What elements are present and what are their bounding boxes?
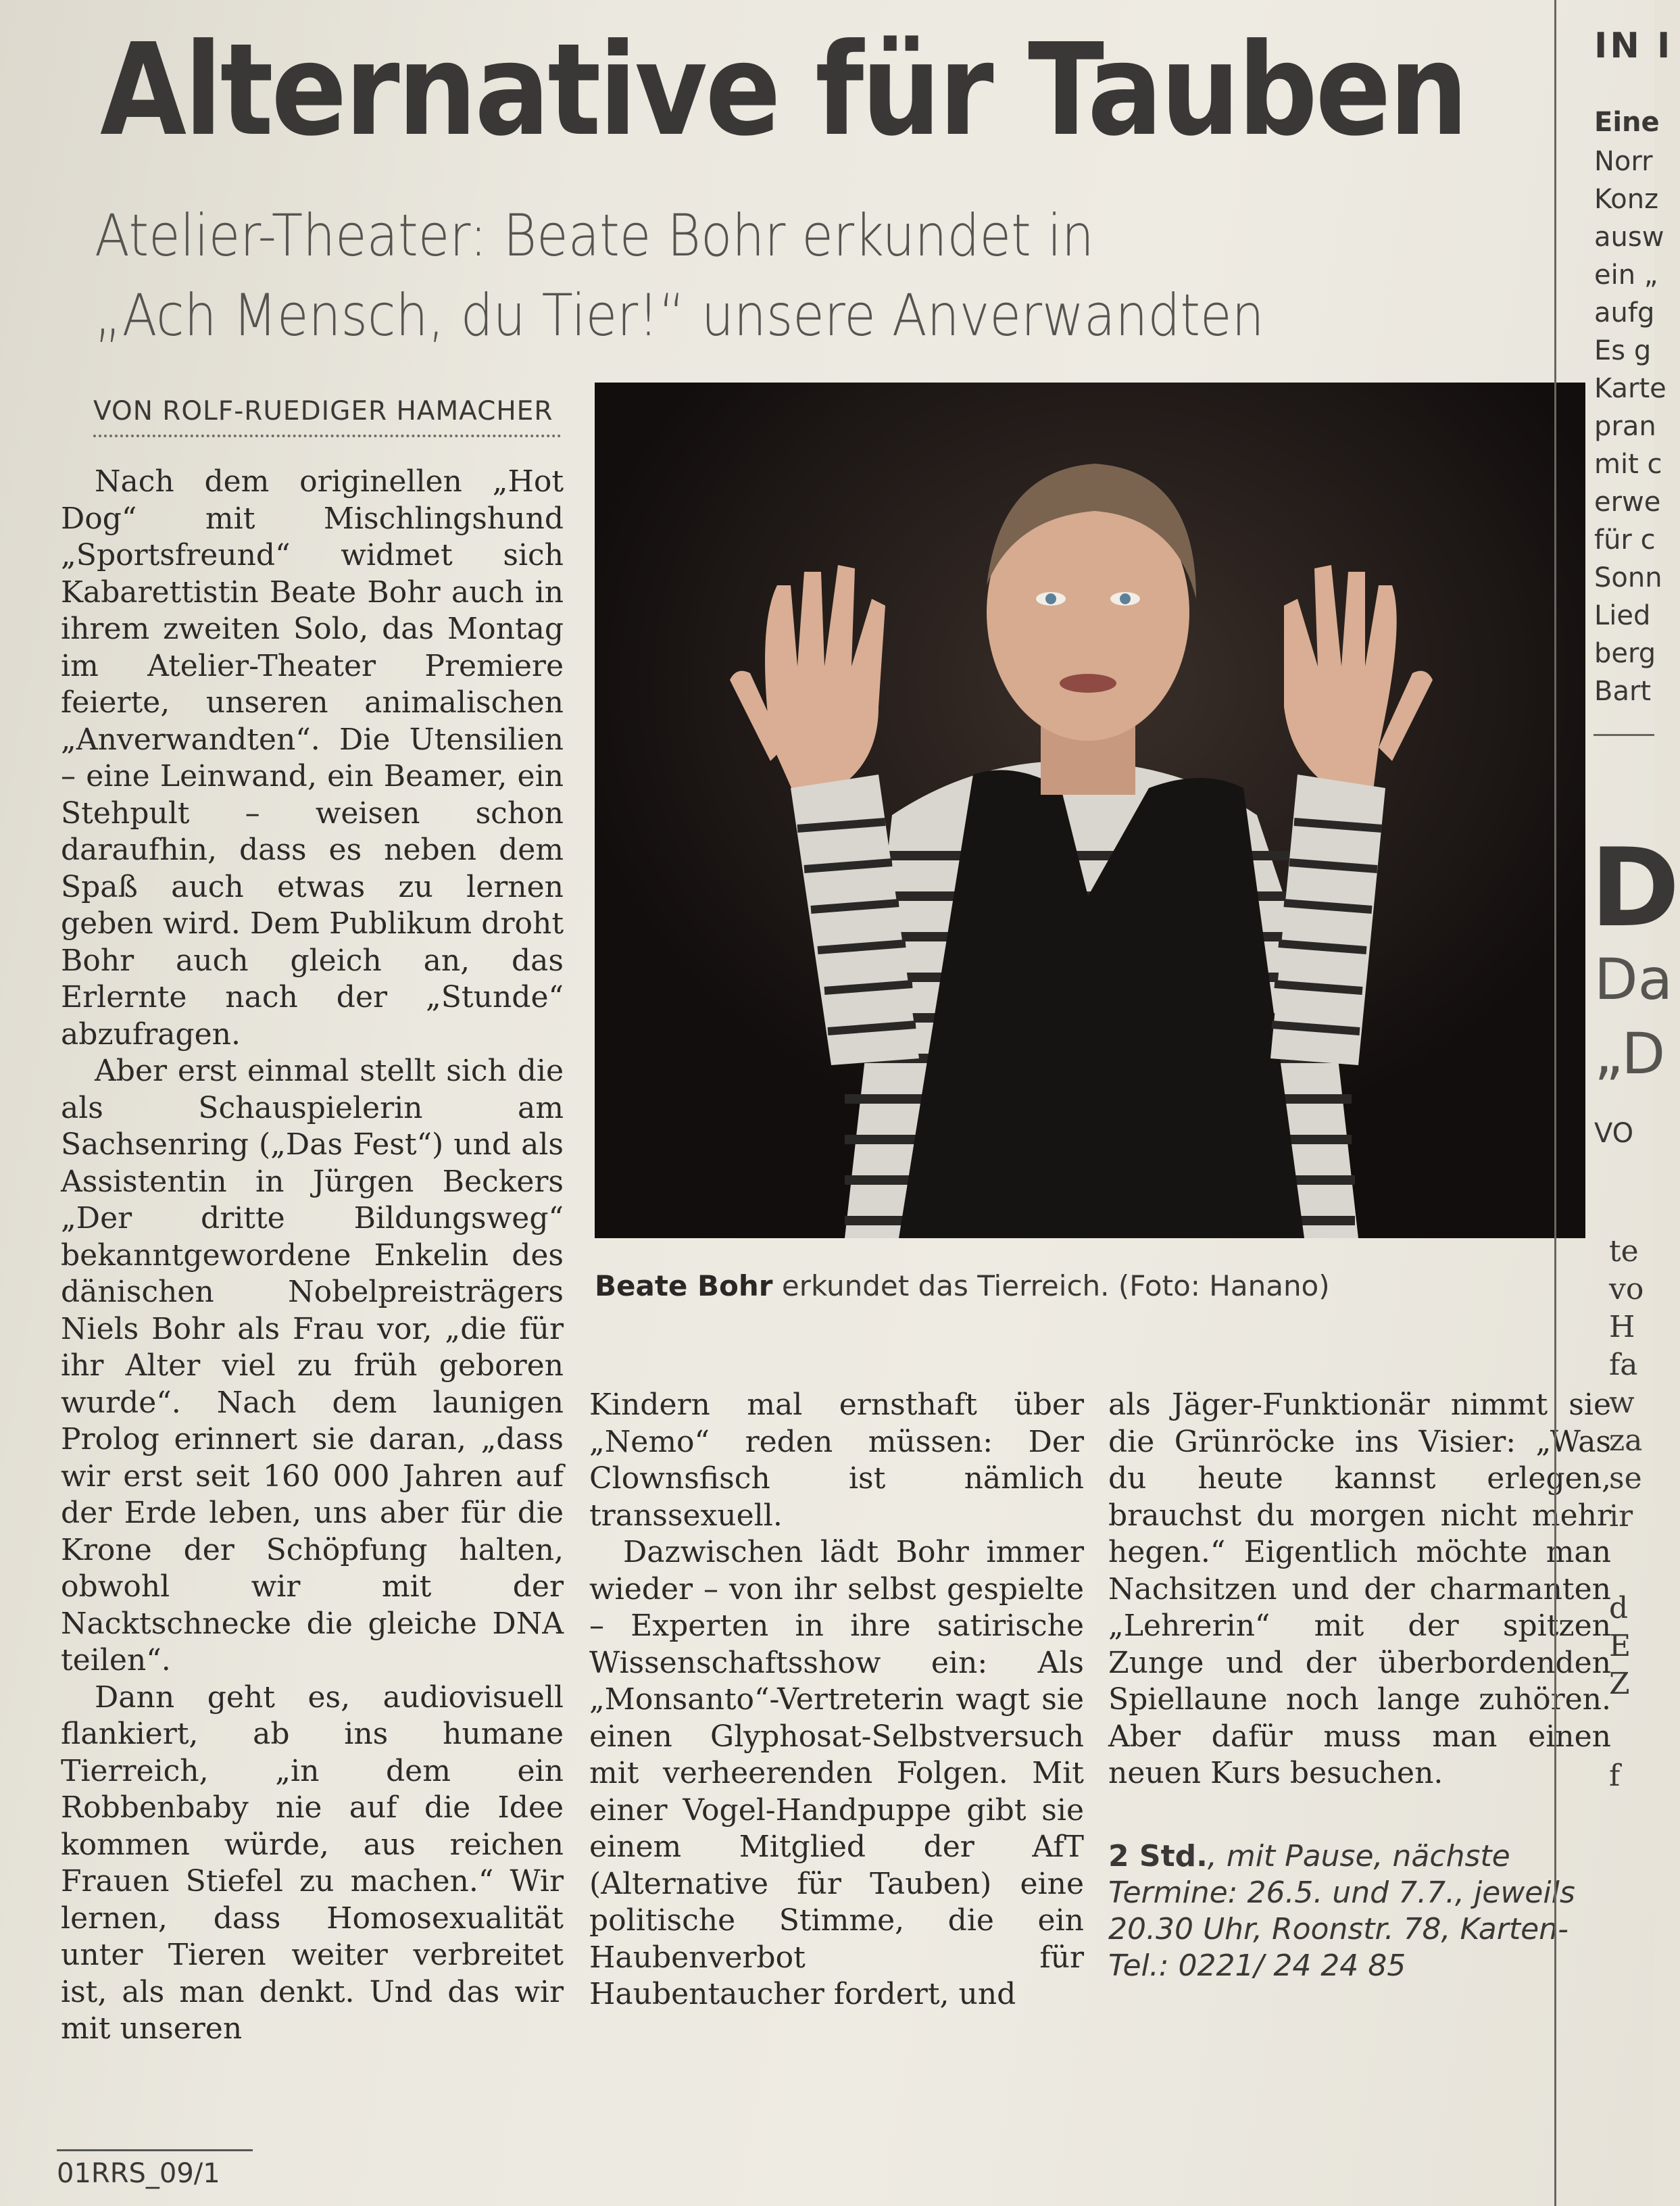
subheadline: [95, 196, 1264, 356]
caption-text: erkundet das Tierreich. (Foto: Hanano): [772, 1269, 1330, 1302]
subheadline-line-1: Atelier-Theater: Beate Bohr erkundet in: [95, 202, 1094, 270]
adjacent-byline: VO: [1594, 1118, 1634, 1149]
adjacent-line: H: [1609, 1310, 1635, 1344]
photo-caption: [595, 1269, 1330, 1302]
adjacent-line: pran: [1594, 411, 1656, 442]
adjacent-line: Bart: [1594, 676, 1652, 707]
adjacent-line: Sonn: [1594, 562, 1662, 593]
adjacent-line: ir: [1609, 1499, 1633, 1534]
adjacent-line: d: [1609, 1591, 1629, 1625]
adjacent-line: mit c: [1594, 449, 1662, 480]
caption-name: Beate Bohr: [595, 1269, 773, 1302]
section-divider: [1593, 734, 1654, 736]
article-column-1: [61, 464, 564, 2048]
adjacent-line: f: [1609, 1759, 1621, 1793]
adjacent-line: za: [1609, 1423, 1643, 1458]
adjacent-line: Karte: [1594, 373, 1666, 404]
paragraph: Dazwischen lädt Bohr immer wieder – von ihr selbst gespielte – Experten in ihre satirische Wissenschaftsshow ein: Als „Monsanto“-Vertreterin wagt sie einen Glyphosat-Selbstversuch mit verheerenden Folgen. Mit einer Vogel-Handpuppe gibt sie einem Mitglied der AfT (Alternative für Tauben) eine politische Stimme, die ein Haubenverbot für Haubentaucher fordert, und: [589, 1535, 1084, 2011]
byline: VON ROLF-RUEDIGER HAMACHER: [93, 396, 561, 437]
adjacent-line: für c: [1594, 524, 1656, 556]
adjacent-line: w: [1609, 1386, 1635, 1420]
adjacent-line: te: [1609, 1234, 1639, 1269]
paragraph: Dann geht es, audiovisuell flankiert, ab ins humane Tierreich, „in dem ein Robbenbaby nie auf die Idee kommen würde, aus reichen Frauen Stiefel zu machen.“ Wir lernen, dass Homosexualität unter Tieren weiter verbreitet ist, als man denkt. Und das wir mit unseren: [61, 1680, 564, 2046]
paragraph: Aber erst einmal stellt sich die als Schauspielerin am Sachsenring („Das Fest“) und als Assistentin in Jürgen Beckers „Der dritte Bildungsweg“ bekanntgewordene Enkelin des dänischen Nobelpreisträgers Niels Bohr als Frau vor, „die für ihr Alter viel zu früh geboren wurde“. Nach dem launigen Prolog erinnert sie daran, „dass wir erst seit 160 000 Jahren auf der Erde leben, uns aber für die Krone der Schöpfung halten, obwohl wir mit der Nacktschnecke die gleiche DNA teilen“.: [61, 1054, 564, 1677]
paragraph: als Jäger-Funktionär nimmt sie die Grünröcke ins Visier: „Was du heute kannst erlegen, brauchst du morgen nicht mehr hegen.“ Eigentlich möchte man Nachsitzen und der charmanten „Lehrerin“ mit der spitzen Zunge und der überbordenden Spiellaune noch lange zuhören. Aber dafür muss man einen neuen Kurs besuchen.: [1108, 1388, 1611, 1790]
subheadline-line-2: „Ach Mensch, du Tier!“ unsere Anverwandten: [95, 282, 1264, 349]
adjacent-line: erwe: [1594, 487, 1661, 518]
adjacent-headline-letter: D: [1590, 825, 1680, 951]
article-column-2: [589, 1387, 1084, 2013]
event-details: , mit Pause, nächste Termine: 26.5. und 7.7., jeweils 20.30 Uhr, Roonstr. 78, Karten-Tel.: 0221/ 24 24 85: [1108, 1838, 1575, 1983]
paragraph: Nach dem originellen „Hot Dog“ mit Mischlingshund „Sportsfreund“ widmet sich Kabarettistin Beate Bohr auch in ihrem zweiten Solo, das Montag im Atelier-Theater Premiere feierte, unseren animalischen „Anverwandten“. Die Utensilien – eine Leinwand, ein Beamer, ein Stehpult – weisen schon daraufhin, dass es neben dem Spaß auch etwas zu lernen geben wird. Dem Publikum droht Bohr auch gleich an, das Erlernte nach der „Stunde“ abzufragen.: [61, 464, 564, 1052]
headline: Alternative für Tauben: [100, 16, 1466, 164]
page-code: 01RRS_09/1: [57, 2149, 253, 2189]
adjacent-line: Konz: [1594, 184, 1659, 215]
adjacent-line: E: [1609, 1629, 1631, 1663]
adjacent-line: berg: [1594, 638, 1656, 669]
adjacent-line: Z: [1609, 1667, 1630, 1701]
adjacent-line: vo: [1609, 1272, 1644, 1306]
performer-photo-illustration: [595, 383, 1585, 1238]
article-column-3: [1108, 1387, 1611, 1984]
adjacent-subhead: „D: [1594, 1021, 1666, 1087]
section-label: IN I: [1594, 26, 1673, 66]
adjacent-line: Es g: [1594, 335, 1652, 366]
adjacent-line: Lied: [1594, 600, 1651, 631]
article-photo: [595, 383, 1585, 1238]
adjacent-line: se: [1609, 1461, 1642, 1496]
adjacent-line: ausw: [1594, 222, 1664, 253]
event-duration: 2 Std.: [1108, 1838, 1208, 1873]
adjacent-line: Norr: [1594, 146, 1653, 177]
adjacent-subhead: Da: [1594, 946, 1673, 1012]
event-info: [1108, 1838, 1611, 1984]
paragraph: Kindern mal ernsthaft über „Nemo“ reden müssen: Der Clownsfisch ist nämlich transsexuell.: [589, 1388, 1084, 1533]
adjacent-line: aufg: [1594, 297, 1655, 328]
adjacent-line: ein „: [1594, 260, 1658, 291]
adjacent-line: fa: [1609, 1348, 1638, 1382]
adjacent-heading: Eine: [1594, 107, 1660, 138]
adjacent-article-strip: [1554, 0, 1680, 2206]
